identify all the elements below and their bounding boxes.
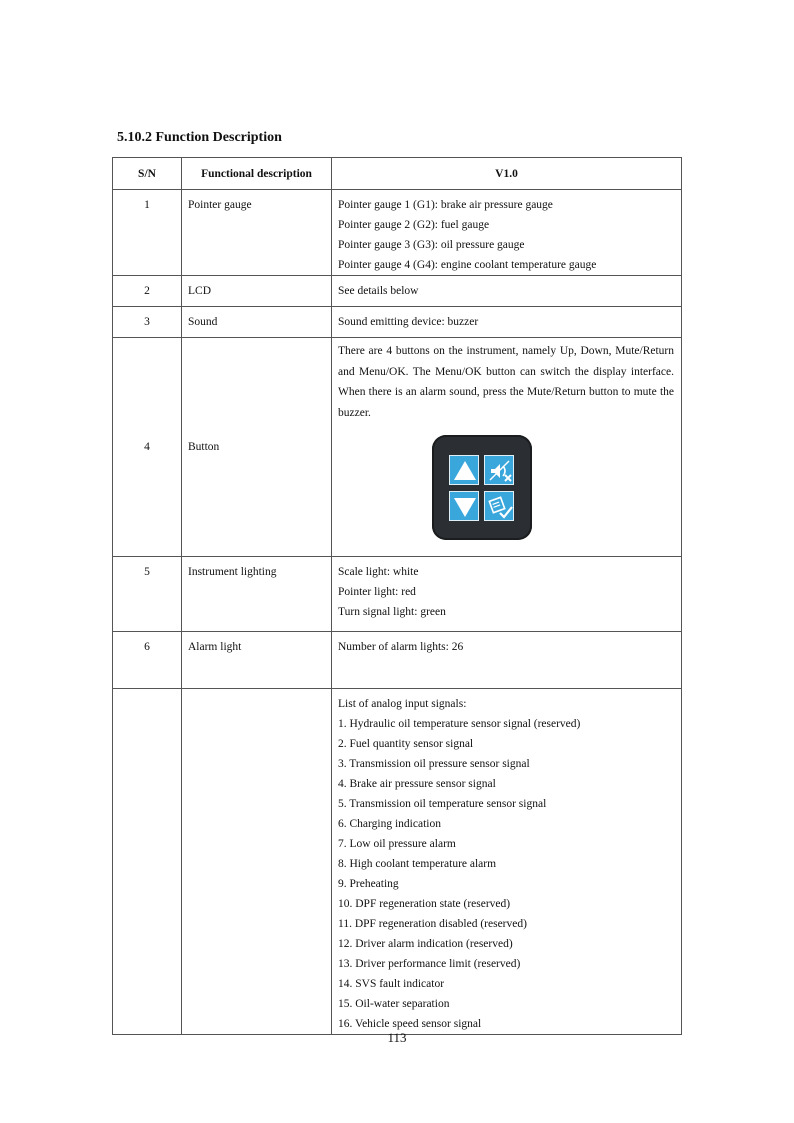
row-function: Button xyxy=(188,441,220,453)
header-version: V1.0 xyxy=(332,158,682,190)
header-sn: S/N xyxy=(113,158,182,190)
analog-signal-list xyxy=(332,689,681,1034)
down-arrow-icon xyxy=(449,491,479,521)
list-item: 12. Driver alarm indication (reserved) xyxy=(338,938,513,950)
table-row xyxy=(113,307,682,338)
row-line: See details below xyxy=(338,285,419,297)
row-function xyxy=(182,689,331,694)
section-heading: 5.10.2 Function Description xyxy=(117,130,282,145)
row-sn xyxy=(113,689,181,694)
mute-return-icon xyxy=(484,455,514,485)
table-row xyxy=(113,557,682,632)
list-item: 9. Preheating xyxy=(338,878,399,890)
row-line: Pointer gauge 3 (G3): oil pressure gauge xyxy=(338,239,525,251)
row-function: Alarm light xyxy=(188,641,242,653)
row-sn: 4 xyxy=(144,441,150,453)
row-line: Number of alarm lights: 26 xyxy=(338,641,464,653)
row-line: Pointer light: red xyxy=(338,586,416,598)
row-function: Pointer gauge xyxy=(188,199,252,211)
list-item: 3. Transmission oil pressure sensor signal xyxy=(338,758,530,770)
row-sn: 5 xyxy=(144,566,150,578)
list-item: 5. Transmission oil temperature sensor signal xyxy=(338,798,547,810)
page-number: 113 xyxy=(387,1030,407,1045)
up-arrow-icon xyxy=(449,455,479,485)
table-row xyxy=(113,338,682,557)
row-sn: 1 xyxy=(144,199,150,211)
row-line: Pointer gauge 4 (G4): engine coolant temperature gauge xyxy=(338,259,597,271)
row-function: Sound xyxy=(188,316,218,328)
list-item: 2. Fuel quantity sensor signal xyxy=(338,738,474,750)
list-item: 8. High coolant temperature alarm xyxy=(338,858,497,870)
keypad-image xyxy=(432,435,532,540)
menu-ok-icon xyxy=(484,491,514,521)
row-line: Sound emitting device: buzzer xyxy=(338,316,479,328)
row-sn: 3 xyxy=(144,316,150,328)
button-description: There are 4 buttons on the instrument, namely Up, Down, Mute/Return and Menu/OK. The Menu/OK button can switch the display interface. When there is an alarm sound, press the Mute/Return button to mute the buzzer. xyxy=(338,345,674,419)
list-item: 15. Oil-water separation xyxy=(338,998,450,1010)
list-item: 10. DPF regeneration state (reserved) xyxy=(338,898,511,910)
list-item: 13. Driver performance limit (reserved) xyxy=(338,958,521,970)
list-item: 4. Brake air pressure sensor signal xyxy=(338,778,496,790)
row-function: Instrument lighting xyxy=(188,566,277,578)
row-sn: 2 xyxy=(144,285,150,297)
row-line: Scale light: white xyxy=(338,566,419,578)
table-row xyxy=(113,276,682,307)
list-item: 7. Low oil pressure alarm xyxy=(338,838,456,850)
row-sn: 6 xyxy=(144,641,150,653)
function-description-table xyxy=(112,157,682,1035)
list-item: 1. Hydraulic oil temperature sensor signal (reserved) xyxy=(338,718,581,730)
row-line: Pointer gauge 2 (G2): fuel gauge xyxy=(338,219,490,231)
table-row xyxy=(113,632,682,689)
list-item: 11. DPF regeneration disabled (reserved) xyxy=(338,918,527,930)
list-item: 14. SVS fault indicator xyxy=(338,978,445,990)
table-header-row xyxy=(113,158,682,190)
row-function: LCD xyxy=(188,285,211,297)
table-row xyxy=(113,190,682,276)
table-row xyxy=(113,689,682,1035)
list-item: List of analog input signals: xyxy=(338,698,467,710)
row-line: Pointer gauge 1 (G1): brake air pressure gauge xyxy=(338,199,553,211)
list-item: 6. Charging indication xyxy=(338,818,441,830)
row-line: Turn signal light: green xyxy=(338,606,446,618)
list-item: 16. Vehicle speed sensor signal xyxy=(338,1018,482,1030)
header-functional-description: Functional description xyxy=(182,158,332,190)
